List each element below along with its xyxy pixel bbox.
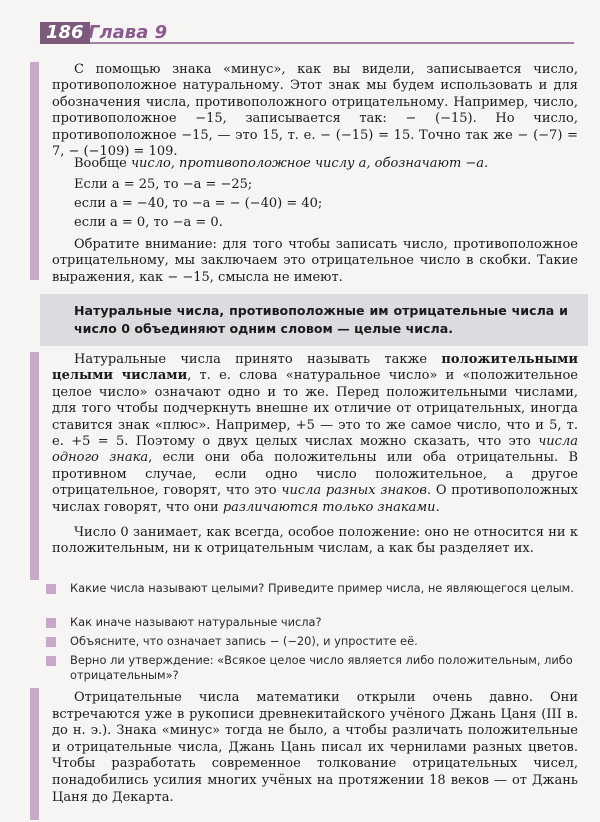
rule-text: Натуральные числа, противоположные им отрицательные числа и число 0 объединяют одним словом — целые числа.: [74, 303, 568, 336]
page-header: [0, 22, 600, 50]
sidebar-marker-middle: [30, 352, 39, 580]
paragraph-3: Обратите внимание: для того чтобы записать число, противоположное отрицательному, мы заключаем это отрицательное число в скобки. Такие выражения, как − −15, смысла не имеют.: [52, 237, 578, 285]
sidebar-marker-top: [30, 62, 39, 280]
paragraph-1: С помощью знака «минус», как вы видели, записывается число, противоположное натуральному. Этот знак мы будем использовать и для обозначения числа, противоположного отрицательному. Например, число, противоположное −15, записывается так: − (−15). Но число, противоположное −15, — это 15, т. е. − (−15) = 15. Точно так же − (−7) = 7, − (−109) = 109.: [52, 62, 578, 160]
formula-line: если a = −40, то −a = − (−40) = 40;: [74, 196, 323, 211]
formula-line: если a = 0, то −a = 0.: [74, 215, 223, 230]
sidebar-marker-bottom: [30, 688, 39, 820]
question-bullet-icon: [46, 656, 56, 666]
chapter-title: Глава 9: [88, 22, 168, 43]
formula-line: Если a = 25, то −a = −25;: [74, 177, 253, 192]
paragraph-4: Натуральные числа принято называть также положительными целыми числами, т. е. слова «натуральное число» и «положительное целое число» означают одно и то же. Перед положительными числами, для того чтобы подчеркнуть внешне их отличие от отрицательных, иногда ставится знак «плюс». Например, +5 — это то же самое число, что и 5, т. е. +5 = 5. Поэтому о двух целых числах можно сказать, что это числа одного знака, если они оба положительны или оба отрицательны. В противном случае, если одно число положительное, а другое отрицательное, говорят, что это числа разных знаков. О противоположных числах говорят, что они различаются только знаками.: [52, 352, 578, 515]
question-bullet-icon: [46, 637, 56, 647]
history-paragraph: Отрицательные числа математики открыли очень давно. Они встречаются уже в рукописи древнекитайского учёного Джань Цаня (III в. до н. э.). Знака «минус» тогда не было, а чтобы различать положительные и отрицательные числа, Джань Цань писал их чернилами разных цветов. Чтобы разработать современное толкование отрицательных чисел, понадобились усилия многих учёных на протяжении 18 веков — от Джань Цаня до Декарта.: [52, 690, 578, 805]
paragraph-2: Вообще число, противоположное числу a, обозначают −a.: [74, 156, 489, 171]
question-bullet-icon: [46, 618, 56, 628]
page-number: 186: [40, 22, 90, 44]
question-bullet-icon: [46, 584, 56, 594]
paragraph-5: Число 0 занимает, как всегда, особое положение: оно не относится ни к положительным, ни к отрицательным числам, а как бы разделяет их.: [52, 525, 578, 557]
formula-block: [74, 175, 322, 232]
